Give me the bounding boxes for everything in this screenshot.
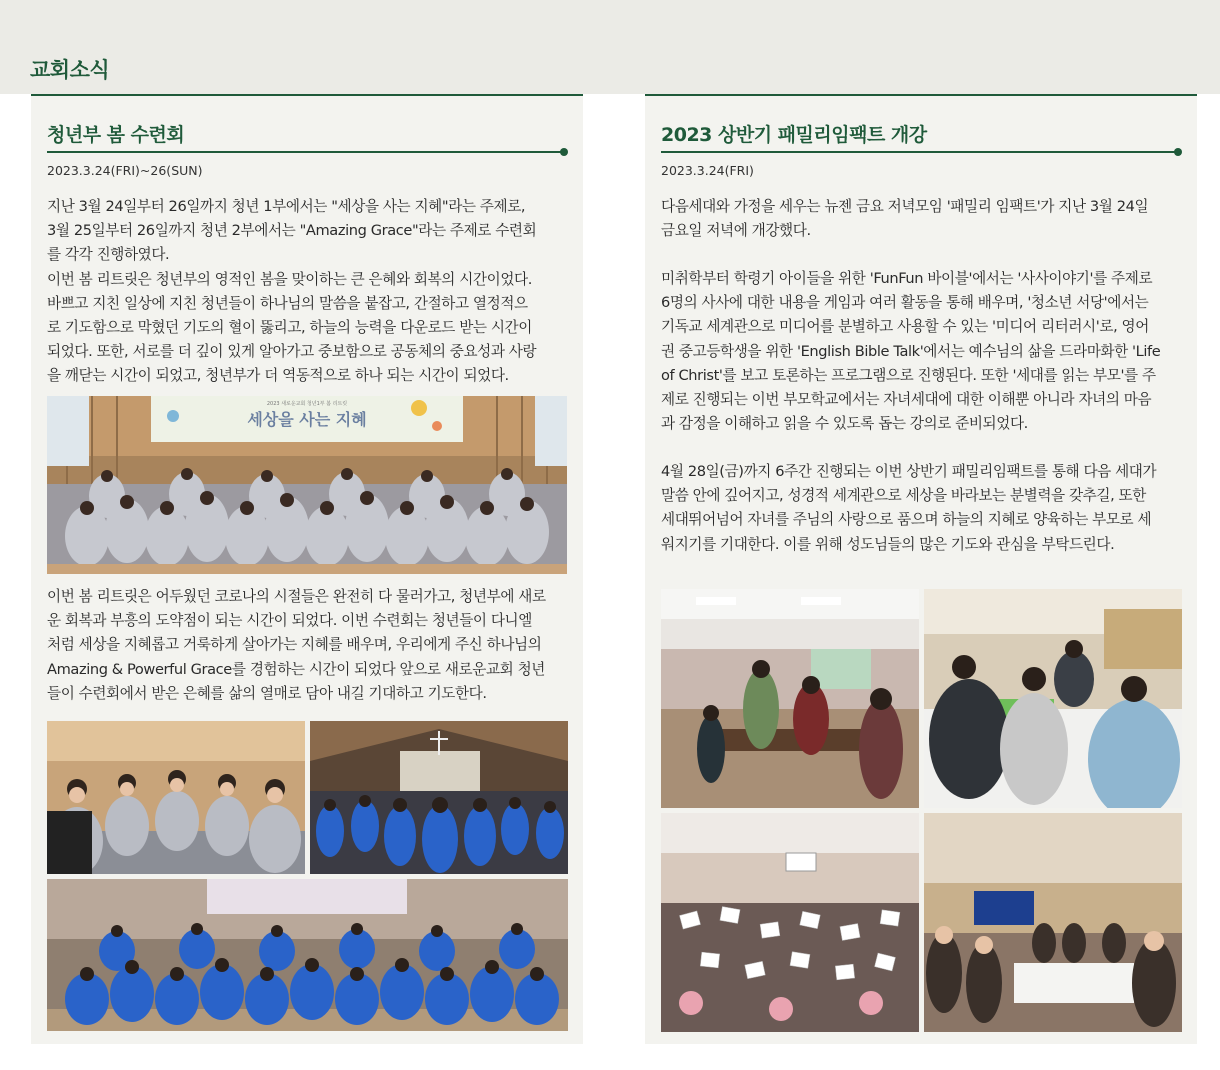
left-paragraph-1: 지난 3월 24일부터 26일까지 청년 1부에서는 "세상을 사는 지혜"라는 주제로, 3월 25일부터 26일까지 청년 2부에서는 "Amazing Grace"라는 주제로 수련회 를 각각 진행하였다. 이번 봄 리트릿은 청년부의 영적인 봄을 맞이하는 큰 은혜와 회복의 시간이었다. 바쁘고 지친 일상에 지친 청년들이 하나님의 말씀을 붙잡고, 간절하고 열정적으 로 기도함으로 막혔던 기도의 혈이 뚫리고, 하늘의 능력을 다운로드 받는 시간이 되었다. 또한, 서로를 더 깊이 있게 알아가고 중보함으로 공동체의 중요성과 사랑 을 깨닫는 시간이 되었고, 청년부가 더 역동적으로 하나 되는 시간이 되었다.	[47, 198, 537, 385]
right-paragraph-1: 다음세대와 가정을 세우는 뉴젠 금요 저녁모임 '패밀리 임팩트'가 지난 3월 24일 금요일 저녁에 개강했다.	[661, 198, 1149, 240]
parent-lecture-hall-photo	[924, 813, 1182, 1032]
right-paragraph-2: 미취학부터 학령기 아이들을 위한 'FunFun 바이블'에서는 '사사이야기'를 주제로 6명의 사사에 대한 내용을 게임과 여러 활동을 통해 배우며, '청소년 서당'에서는 기독교 세계관으로 미디어를 분별하고 사용할 수 있는 '미디어 리터러시'로, 영어 권 중고등학생을 위한 'English Bible Talk'에서는 예수님의 삶을 드라마화한 'Life of Christ'를 보고 토론하는 프로그램으로 진행된다. 또한 '세대를 읽는 부모'를 주 제로 진행되는 이번 부모학교에서는 자녀세대에 대한 이해뿐 아니라 자녀의 마음 과 감정을 이해하고 읽을 수 있도록 돕는 강의로 준비되었다.	[661, 270, 1161, 433]
banner-subtitle: 2023 새로운교회 청년1부 봄 리트릿	[266, 401, 348, 407]
banner-title: 세상을 사는 지혜	[247, 410, 367, 429]
right-article	[645, 94, 1197, 1044]
funfun-bible-activity-photo	[661, 589, 919, 808]
retreat-small-group-photo	[47, 721, 305, 874]
right-title-rule	[661, 151, 1179, 153]
retreat-chapel-circle-photo	[310, 721, 568, 874]
left-article-date: 2023.3.24(FRI)~26(SUN)	[47, 163, 203, 178]
section-title: 교회소식	[30, 58, 110, 82]
left-article-title: 청년부 봄 수련회	[47, 124, 185, 146]
parent-school-table-photo	[924, 589, 1182, 808]
left-title-rule	[47, 151, 565, 153]
youth-signs-photo	[661, 813, 919, 1032]
retreat-group-photo-gray	[47, 396, 567, 574]
right-article-title: 2023 상반기 패밀리임팩트 개강	[661, 124, 927, 146]
header-band	[0, 0, 1220, 94]
left-article	[31, 94, 583, 1044]
right-paragraph-3: 4월 28일(금)까지 6주간 진행되는 이번 상반기 패밀리임팩트를 통해 다음 세대가 말씀 안에 깊어지고, 성경적 세계관으로 세상을 바라보는 분별력을 갖추길, 또한 세대뛰어넘어 자녀를 주님의 사랑으로 품으며 하늘의 지혜로 양육하는 부모로 세 워지기를 기대한다. 이를 위해 성도님들의 많은 기도와 관심을 부탁드린다.	[661, 463, 1157, 553]
right-article-date: 2023.3.24(FRI)	[661, 163, 754, 178]
left-paragraph-2: 이번 봄 리트릿은 어두웠던 코로나의 시절들은 완전히 다 물러가고, 청년부에 새로 운 회복과 부흥의 도약점이 되는 시간이 되었다. 이번 수련회는 청년들이 다니엘 처럼 세상을 지혜롭고 거룩하게 살아가는 지혜를 배우며, 우리에게 주신 하나님의 Amazing & Powerful Grace를 경험하는 시간이 되었다 앞으로 새로운교회 청년 들이 수련회에서 받은 은혜를 삶의 열매로 담아 내길 기대하고 기도한다.	[47, 588, 546, 702]
retreat-group-photo-blue	[47, 879, 568, 1031]
